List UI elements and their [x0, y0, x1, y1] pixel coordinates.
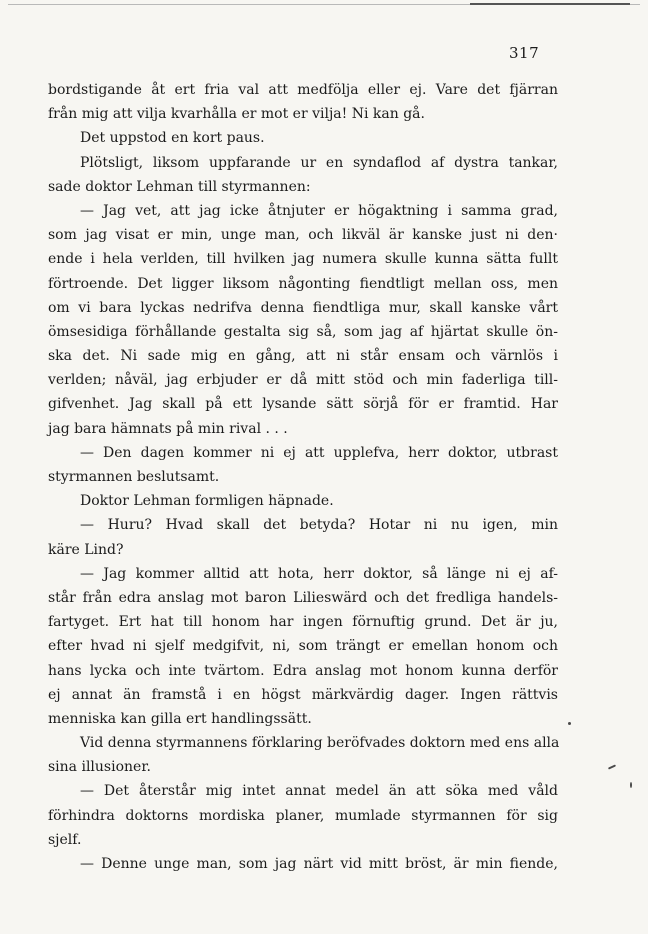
print-speck [608, 764, 616, 769]
body-text [48, 78, 558, 876]
text-line: — Denne unge man, som jag närt vid mitt bröst, är min fiende, [80, 856, 558, 872]
text-line: gifvenhet. Jag skall på ett lysande sätt sörjå för er framtid. Har [48, 396, 558, 413]
text-line: sjelf. [48, 831, 82, 848]
text-line: hans lycka och inte tvärtom. Edra anslag mot honom kunna derför [48, 662, 558, 679]
text-line: Doktor Lehman formligen häpnade. [80, 493, 334, 510]
page-number: 317 [509, 44, 540, 62]
text-line: styrmannen beslutsamt. [48, 469, 220, 485]
text-line: förtroende. Det ligger liksom någonting fiendtligt mellan oss, men [48, 275, 558, 292]
text-line: om vi bara lyckas nedrifva denna fiendtliga mur, skall kanske vårt [48, 299, 558, 316]
text-line: Det uppstod en kort paus. [80, 130, 265, 147]
text-line: jag bara hämnats på min rival . . . [48, 420, 288, 437]
text-line: ömsesidiga förhållande gestalta sig så, som jag af hjärtat skulle ön- [48, 323, 558, 340]
text-line: — Huru? Hvad skall det betyda? Hotar ni nu igen, min [80, 517, 558, 534]
text-line: ska det. Ni sade mig en gång, att ni står ensam och värnlös i [48, 348, 558, 365]
text-line: som jag visat er min, unge man, och likväl är kanske just ni den· [48, 227, 558, 244]
text-line: Vid denna styrmannens förklaring beröfvades doktorn med ens alla [80, 735, 560, 752]
print-speck [630, 782, 632, 788]
text-line: står från edra anslag mot baron Lilieswärd och det fredliga handels- [48, 589, 558, 606]
text-line: sade doktor Lehman till styrmannen: [48, 178, 311, 195]
print-speck [568, 722, 571, 725]
text-line: menniska kan gilla ert handlingssätt. [48, 710, 312, 727]
text-line: verlden; nåväl, jag erbjuder er då mitt stöd och min faderliga till- [48, 372, 558, 389]
text-line: — Det återstår mig intet annat medel än att söka med våld [80, 783, 558, 800]
text-line: ende i hela verlden, till hvilken jag numera skulle kunna sätta fullt [48, 251, 558, 268]
text-line: bordstigande åt ert fria val att medfölja eller ej. Vare det fjärran [48, 82, 558, 98]
text-line: Plötsligt, liksom uppfarande ur en syndaflod af dystra tankar, [80, 154, 558, 171]
text-line: ej annat än framstå i en högst märkvärdig dager. Ingen rättvis [48, 686, 558, 703]
top-edge-rule-dark [470, 3, 630, 5]
text-line: käre Lind? [48, 541, 124, 558]
text-line: — Jag kommer alltid att hota, herr doktor, så länge ni ej af- [80, 565, 558, 582]
text-line: — Jag vet, att jag icke åtnjuter er högaktning i samma grad, [80, 202, 558, 219]
text-line: — Den dagen kommer ni ej att upplefva, herr doktor, utbrast [80, 444, 558, 461]
text-line: från mig att vilja kvarhålla er mot er vilja! Ni kan gå. [48, 106, 425, 123]
text-line: sina illusioner. [48, 759, 151, 776]
text-line: förhindra doktorns mordiska planer, mumlade styrmannen för sig [48, 807, 558, 824]
text-line: efter hvad ni sjelf medgifvit, ni, som trängt er emellan honom och [48, 638, 558, 655]
text-line: fartyget. Ert hat till honom har ingen förnuftig grund. Det är ju, [48, 614, 558, 631]
